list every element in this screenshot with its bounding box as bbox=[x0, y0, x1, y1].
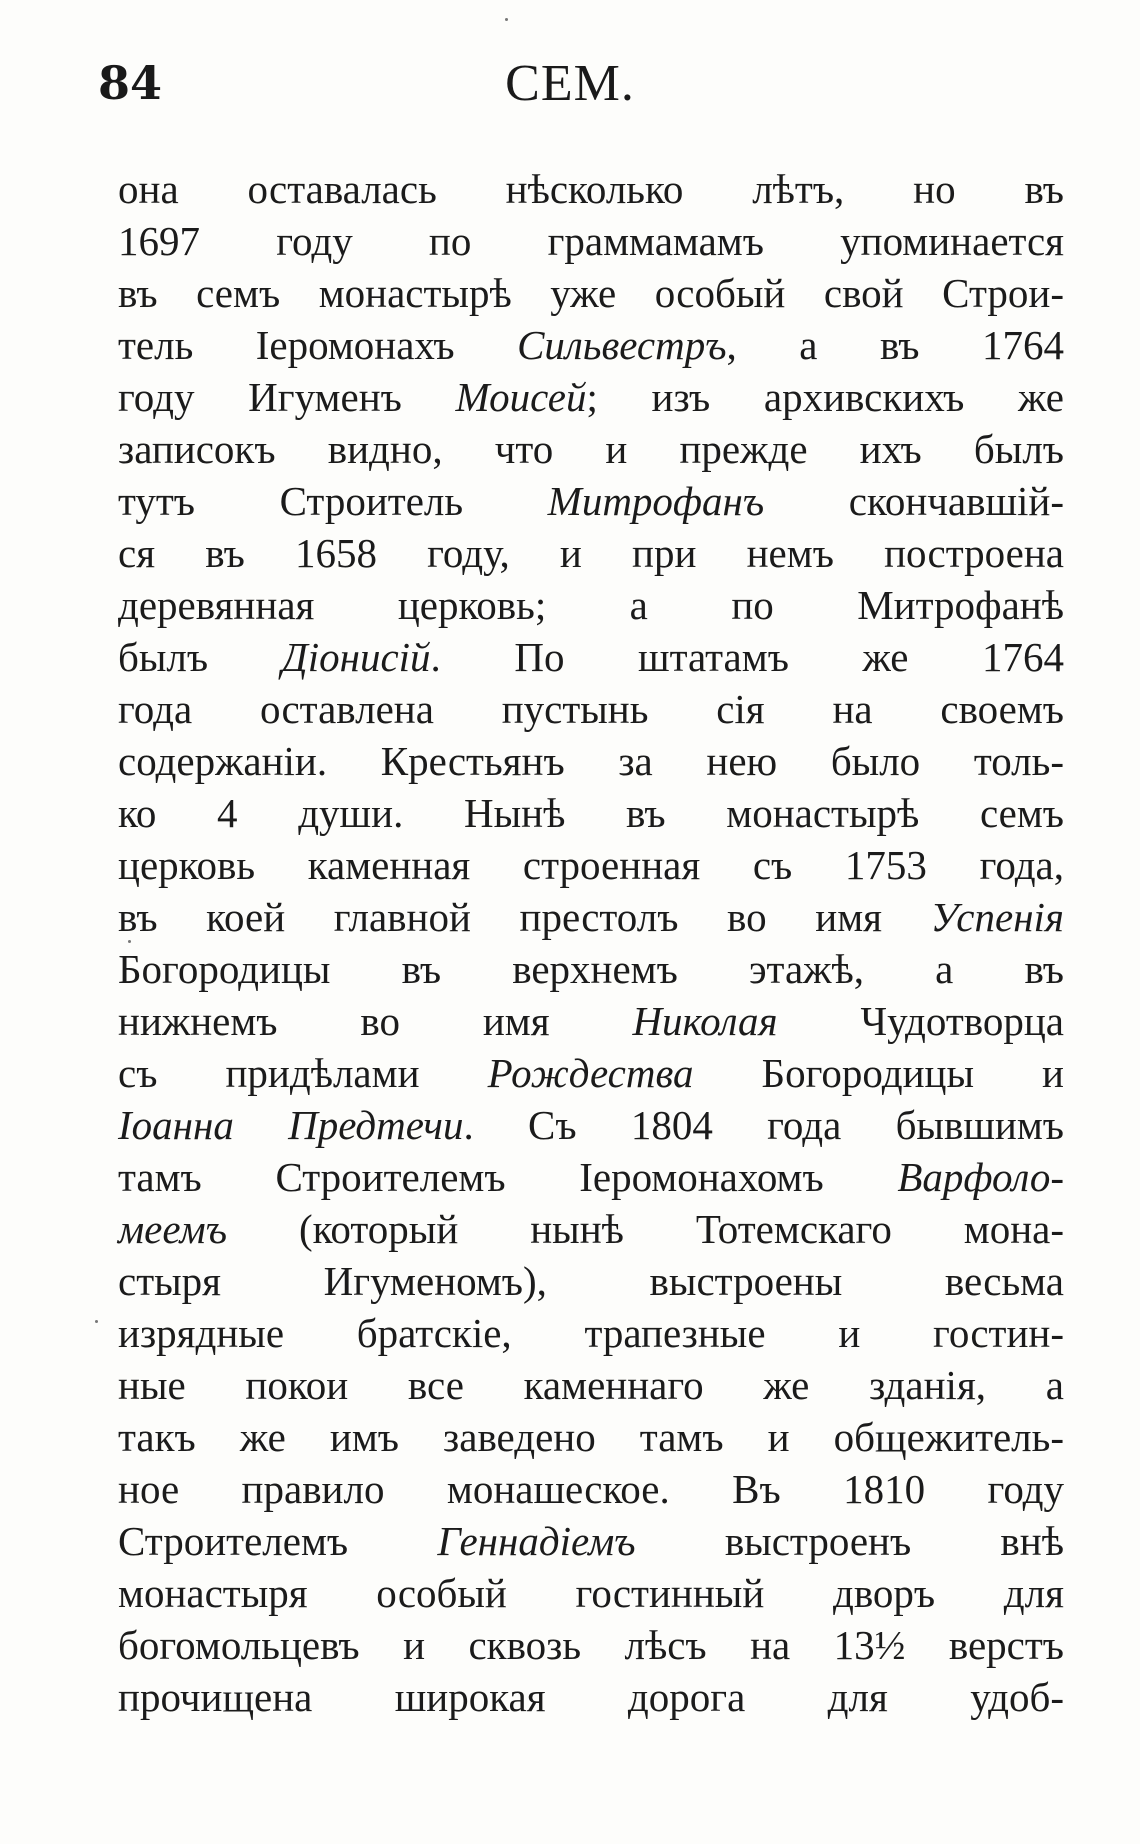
text-segment: Чудотворца bbox=[777, 998, 1064, 1044]
italic-name: Сильвестръ bbox=[517, 322, 727, 368]
text-line bbox=[118, 1463, 1064, 1515]
print-speck bbox=[128, 940, 131, 943]
text-line bbox=[118, 423, 1064, 475]
text-segment: съ придѣлами bbox=[118, 1050, 488, 1096]
running-title: СЕМ. bbox=[505, 55, 635, 112]
text-segment: Богородицы въ верхнемъ этажѣ, а въ bbox=[118, 946, 1064, 992]
text-segment: ко 4 души. Нынѣ въ монастырѣ семъ bbox=[118, 790, 1064, 836]
text-line bbox=[118, 579, 1064, 631]
text-segment: Строителемъ bbox=[118, 1518, 438, 1564]
text-segment: тутъ Строитель bbox=[118, 478, 548, 524]
text-segment: записокъ видно, что и прежде ихъ былъ bbox=[118, 426, 1064, 472]
text-segment: богомольцевъ и сквозь лѣсъ на 13½ верстъ bbox=[118, 1622, 1064, 1668]
text-segment: тамъ Строителемъ Іеромонахомъ bbox=[118, 1154, 898, 1200]
text-line bbox=[118, 1515, 1064, 1567]
text-line bbox=[118, 1671, 1064, 1723]
text-segment: скончавшій- bbox=[764, 478, 1064, 524]
text-line bbox=[118, 1619, 1064, 1671]
text-line bbox=[118, 163, 1064, 215]
body-text bbox=[118, 163, 1064, 1723]
text-line bbox=[118, 1151, 1064, 1203]
text-segment: стыря Игуменомъ), выстроены весьма bbox=[118, 1258, 1064, 1304]
text-line bbox=[118, 371, 1064, 423]
text-segment: выстроенъ внѣ bbox=[635, 1518, 1064, 1564]
page-header bbox=[0, 48, 1140, 128]
text-line bbox=[118, 267, 1064, 319]
text-line bbox=[118, 787, 1064, 839]
text-line bbox=[118, 527, 1064, 579]
text-segment: году Игуменъ bbox=[118, 374, 456, 420]
text-segment: деревянная церковь; а по Митрофанѣ bbox=[118, 582, 1064, 628]
text-segment: ные покои все каменнаго же зданія, а bbox=[118, 1362, 1064, 1408]
text-segment: . По штатамъ же 1764 bbox=[430, 634, 1064, 680]
text-segment: Богородицы и bbox=[693, 1050, 1064, 1096]
text-line bbox=[118, 943, 1064, 995]
text-line bbox=[118, 683, 1064, 735]
italic-name: Митрофанъ bbox=[547, 478, 765, 524]
text-segment: ное правило монашеское. Въ 1810 году bbox=[118, 1466, 1064, 1512]
text-line bbox=[118, 891, 1064, 943]
text-line bbox=[118, 631, 1064, 683]
text-line bbox=[118, 1099, 1064, 1151]
text-segment: прочищена широкая дорога для удоб- bbox=[118, 1674, 1064, 1720]
print-speck bbox=[505, 18, 508, 21]
text-segment: такъ же имъ заведено тамъ и общежитель- bbox=[118, 1414, 1064, 1460]
text-line bbox=[118, 215, 1064, 267]
text-segment: ся въ 1658 году, и при немъ построена bbox=[118, 530, 1064, 576]
text-segment: нижнемъ во имя bbox=[118, 998, 633, 1044]
italic-name: Моисей bbox=[455, 374, 587, 420]
text-line bbox=[118, 995, 1064, 1047]
text-line bbox=[118, 475, 1064, 527]
text-line bbox=[118, 1359, 1064, 1411]
text-line bbox=[118, 1255, 1064, 1307]
page-number: 84 bbox=[98, 56, 163, 110]
text-segment: 1697 году по граммамамъ упоминается bbox=[118, 218, 1064, 264]
text-line bbox=[118, 1047, 1064, 1099]
italic-name: Варфоло- bbox=[897, 1154, 1064, 1200]
italic-name: меемъ bbox=[118, 1206, 227, 1252]
italic-name: Рождества bbox=[487, 1050, 694, 1096]
text-line bbox=[118, 1411, 1064, 1463]
text-segment: въ коей главной престолъ во имя bbox=[118, 894, 931, 940]
text-line bbox=[118, 1203, 1064, 1255]
text-segment: церковь каменная строенная съ 1753 года, bbox=[118, 842, 1064, 888]
text-line bbox=[118, 319, 1064, 371]
text-line bbox=[118, 839, 1064, 891]
text-segment: года оставлена пустынь сія на своемъ bbox=[118, 686, 1064, 732]
text-segment: монастыря особый гостинный дворъ для bbox=[118, 1570, 1064, 1616]
text-line bbox=[118, 735, 1064, 787]
text-segment: , а въ 1764 bbox=[726, 322, 1064, 368]
text-segment: она оставалась нѣсколько лѣтъ, но въ bbox=[118, 166, 1064, 212]
text-segment: (который нынѣ Тотемскаго мона- bbox=[227, 1206, 1064, 1252]
italic-name: Успенія bbox=[930, 894, 1064, 940]
text-segment: ; изъ архивскихъ же bbox=[586, 374, 1064, 420]
italic-name: Геннадіемъ bbox=[437, 1518, 636, 1564]
italic-name: Іоанна Предтечи bbox=[118, 1102, 464, 1148]
text-line bbox=[118, 1567, 1064, 1619]
italic-name: Діонисій bbox=[281, 634, 431, 680]
text-segment: въ семъ монастырѣ уже особый свой Строи- bbox=[118, 270, 1064, 316]
text-segment: былъ bbox=[118, 634, 282, 680]
text-segment: содержаніи. Крестьянъ за нею было толь- bbox=[118, 738, 1064, 784]
text-line bbox=[118, 1307, 1064, 1359]
italic-name: Николая bbox=[632, 998, 778, 1044]
text-segment: тель Іеромонахъ bbox=[118, 322, 518, 368]
print-speck bbox=[95, 1320, 98, 1323]
text-segment: изрядные братскіе, трапезные и гостин- bbox=[118, 1310, 1064, 1356]
text-segment: . Съ 1804 года бывшимъ bbox=[463, 1102, 1064, 1148]
